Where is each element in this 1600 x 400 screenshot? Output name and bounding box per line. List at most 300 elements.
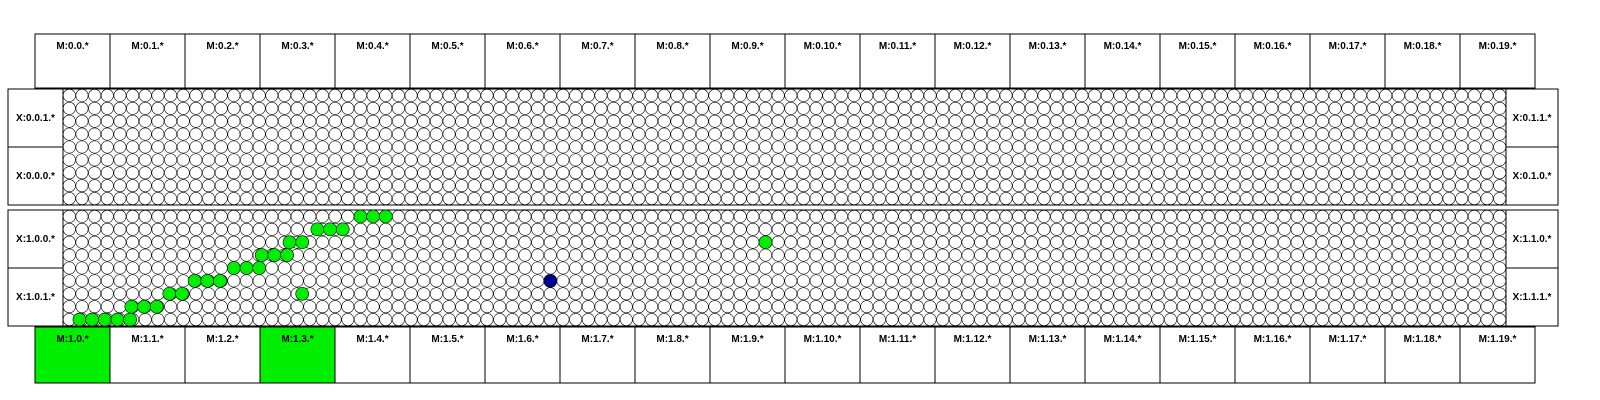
mesh-node [1164,223,1176,235]
mesh-node [785,275,797,287]
mesh-node [1177,167,1189,179]
right-port-label: X:1.1.0.* [1512,234,1552,245]
mesh-node [1088,102,1100,114]
mesh-node [101,128,113,140]
mesh-node [456,128,468,140]
mesh-node [1266,275,1278,287]
mesh-node [911,262,923,274]
mesh-node [734,262,746,274]
mesh-node [494,89,506,101]
mesh-node [1316,262,1328,274]
mesh-node [911,128,923,140]
mesh-node [1316,223,1328,235]
mesh-node [329,180,341,192]
mesh-node [380,262,392,274]
mesh-node [215,313,227,325]
mesh-node [721,192,733,204]
mesh-node [228,192,240,204]
mesh-node [418,167,430,179]
mesh-node [1164,236,1176,248]
mesh-node [266,210,278,222]
mesh-node [1443,128,1455,140]
mesh-node [899,313,911,325]
mesh-node [810,210,822,222]
mesh-node [63,301,75,313]
mesh-node [582,167,594,179]
bottom-router-cell-label: M:1.7.* [581,334,614,345]
mesh-node [240,141,252,153]
mesh-node [1088,192,1100,204]
mesh-node [607,141,619,153]
mesh-node [329,192,341,204]
mesh-node [658,236,670,248]
mesh-node [1025,210,1037,222]
mesh-node [392,249,404,261]
mesh-node [329,262,341,274]
mesh-node [519,249,531,261]
mesh-node [886,102,898,114]
mesh-node [1405,128,1417,140]
mesh-node [1101,128,1113,140]
mesh-node [1190,236,1202,248]
mesh-node [1494,288,1506,300]
mesh-node [1202,288,1214,300]
mesh-node [1430,180,1442,192]
mesh-node [430,102,442,114]
mesh-node [1380,180,1392,192]
mesh-node [1177,313,1189,325]
mesh-node [1126,192,1138,204]
mesh-node [1405,223,1417,235]
mesh-node [607,288,619,300]
mesh-node [380,89,392,101]
mesh-node [190,262,202,274]
mesh-node [1468,154,1480,166]
mesh-node [418,262,430,274]
mesh-node [848,102,860,114]
mesh-node [481,223,493,235]
mesh-node [1240,180,1252,192]
mesh-node [456,275,468,287]
mesh-node [443,288,455,300]
mesh-node [861,301,873,313]
mesh-node [658,180,670,192]
mesh-node [595,102,607,114]
mesh-node [1000,249,1012,261]
mesh-node [1126,102,1138,114]
mesh-node [734,141,746,153]
mesh-node [924,89,936,101]
mesh-node [1494,223,1506,235]
mesh-node [139,167,151,179]
mesh-node [101,102,113,114]
mesh-node [949,223,961,235]
mesh-node [975,180,987,192]
mesh-node [63,249,75,261]
mesh-node [658,102,670,114]
mesh-node [202,102,214,114]
mesh-node [1240,262,1252,274]
mesh-node [1190,313,1202,325]
mesh-node [937,262,949,274]
active-node [354,210,367,223]
mesh-node [595,89,607,101]
mesh-node [228,128,240,140]
mesh-node [1101,180,1113,192]
mesh-node [380,275,392,287]
mesh-node [1392,288,1404,300]
mesh-node [1076,141,1088,153]
mesh-node [797,249,809,261]
mesh-node [1418,128,1430,140]
mesh-node [152,275,164,287]
mesh-node [1481,249,1493,261]
mesh-node [975,128,987,140]
mesh-node [291,154,303,166]
mesh-node [1481,167,1493,179]
mesh-node [797,262,809,274]
mesh-node [835,313,847,325]
mesh-node [1354,115,1366,127]
mesh-node [1139,154,1151,166]
mesh-node [557,313,569,325]
left-port-labels [8,89,63,326]
mesh-node [1481,102,1493,114]
mesh-node [1202,192,1214,204]
mesh-node [886,249,898,261]
mesh-node [1367,223,1379,235]
mesh-node [1013,89,1025,101]
active-node [86,313,99,326]
mesh-node [1342,89,1354,101]
mesh-node [810,223,822,235]
mesh-node [468,210,480,222]
top-router-cell-label: M:0.12.* [953,41,992,52]
mesh-node [1278,210,1290,222]
mesh-node [734,249,746,261]
mesh-node [937,180,949,192]
mesh-node [607,236,619,248]
mesh-node [468,141,480,153]
left-port-label: X:0.0.1.* [16,113,55,124]
mesh-node [1126,262,1138,274]
mesh-node [1443,102,1455,114]
mesh-node [329,115,341,127]
mesh-node [1443,301,1455,313]
mesh-node [1215,210,1227,222]
mesh-node [1202,223,1214,235]
mesh-node [405,128,417,140]
mesh-node [595,313,607,325]
mesh-node [658,288,670,300]
mesh-node [1114,313,1126,325]
mesh-node [316,313,328,325]
mesh-node [1380,102,1392,114]
mesh-node [759,313,771,325]
mesh-node [544,128,556,140]
mesh-node [1126,288,1138,300]
mesh-node [63,115,75,127]
mesh-node [76,102,88,114]
mesh-node [1367,288,1379,300]
mesh-node [949,128,961,140]
active-node [124,313,137,326]
mesh-node [861,288,873,300]
mesh-node [949,115,961,127]
mesh-node [696,236,708,248]
mesh-node [1456,89,1468,101]
right-port-labels [1506,89,1558,326]
mesh-node [1494,141,1506,153]
mesh-node [342,275,354,287]
mesh-node [418,236,430,248]
mesh-node [291,275,303,287]
mesh-node [1152,223,1164,235]
mesh-node [1063,141,1075,153]
mesh-node [1025,275,1037,287]
mesh-node [139,249,151,261]
mesh-node [1329,223,1341,235]
mesh-node [1063,313,1075,325]
mesh-node [1025,89,1037,101]
mesh-node [1354,301,1366,313]
mesh-node [683,115,695,127]
mesh-node [1164,262,1176,274]
mesh-node [937,236,949,248]
mesh-node [481,262,493,274]
mesh-node [380,167,392,179]
mesh-node [949,301,961,313]
mesh-node [443,192,455,204]
mesh-node [1443,89,1455,101]
mesh-node [696,313,708,325]
mesh-node [709,301,721,313]
active-node [137,300,150,313]
mesh-node [392,192,404,204]
left-port-label: X:1.0.0.* [16,234,55,245]
mesh-node [1266,262,1278,274]
mesh-node [1481,275,1493,287]
mesh-node [835,154,847,166]
mesh-node [240,288,252,300]
mesh-node [911,141,923,153]
mesh-node [1038,275,1050,287]
mesh-node [962,262,974,274]
mesh-node [924,192,936,204]
mesh-node [772,262,784,274]
mesh-node [392,275,404,287]
mesh-node [1430,249,1442,261]
mesh-node [1038,141,1050,153]
mesh-node [494,223,506,235]
mesh-node [861,89,873,101]
mesh-node [430,223,442,235]
mesh-node [392,154,404,166]
mesh-node [544,262,556,274]
mesh-node [873,249,885,261]
mesh-node [899,115,911,127]
mesh-node [1139,301,1151,313]
mesh-node [620,192,632,204]
mesh-node [89,301,101,313]
mesh-node [911,313,923,325]
mesh-node [1430,223,1442,235]
mesh-node [658,167,670,179]
mesh-node [1202,154,1214,166]
mesh-node [506,89,518,101]
mesh-node [443,102,455,114]
mesh-node [380,180,392,192]
mesh-node [975,89,987,101]
mesh-node [785,210,797,222]
mesh-node [721,249,733,261]
mesh-node [63,192,75,204]
mesh-node [582,89,594,101]
mesh-node [1456,128,1468,140]
mesh-node [1228,275,1240,287]
mesh-node [645,249,657,261]
mesh-node [861,180,873,192]
mesh-node [848,210,860,222]
mesh-node [1456,249,1468,261]
mesh-node [734,236,746,248]
mesh-node [1190,192,1202,204]
mesh-node [1215,313,1227,325]
mesh-node [304,115,316,127]
mesh-node [114,249,126,261]
mesh-node [430,115,442,127]
mesh-node [1051,180,1063,192]
mesh-node [1139,128,1151,140]
mesh-node [810,180,822,192]
mesh-node [1291,249,1303,261]
bottom-router-cell-label: M:1.4.* [356,334,389,345]
mesh-node [1025,236,1037,248]
mesh-node [1430,301,1442,313]
mesh-node [63,236,75,248]
mesh-node [595,115,607,127]
mesh-node [240,236,252,248]
mesh-node [1063,249,1075,261]
mesh-node [924,115,936,127]
mesh-node [139,89,151,101]
mesh-node [1392,262,1404,274]
mesh-node [835,180,847,192]
mesh-node [1126,128,1138,140]
mesh-node [1000,192,1012,204]
active-node [188,274,201,287]
mesh-node [861,102,873,114]
mesh-node [899,301,911,313]
mesh-node [620,223,632,235]
mesh-node [190,89,202,101]
mesh-node [709,223,721,235]
mesh-node [89,154,101,166]
mesh-node [494,141,506,153]
mesh-node [215,89,227,101]
mesh-node [1342,128,1354,140]
mesh-node [266,223,278,235]
mesh-node [316,249,328,261]
mesh-node [975,192,987,204]
mesh-node [1215,102,1227,114]
mesh-node [1304,223,1316,235]
mesh-node [164,313,176,325]
mesh-node [1278,313,1290,325]
mesh-node [861,128,873,140]
mesh-node [228,275,240,287]
mesh-node [557,180,569,192]
mesh-node [1000,313,1012,325]
mesh-node [595,192,607,204]
mesh-node [899,167,911,179]
mesh-node [202,128,214,140]
mesh-node [848,313,860,325]
mesh-node [709,102,721,114]
mesh-node [278,192,290,204]
mesh-node [1240,210,1252,222]
mesh-node [367,288,379,300]
mesh-node [228,223,240,235]
mesh-node [747,154,759,166]
mesh-node [823,301,835,313]
mesh-node [987,167,999,179]
mesh-node [126,102,138,114]
mesh-node [683,154,695,166]
mesh-node [962,288,974,300]
mesh-node [202,180,214,192]
mesh-node [1316,141,1328,153]
mesh-node [1316,249,1328,261]
mesh-node [519,236,531,248]
mesh-node [329,301,341,313]
mesh-node [1494,128,1506,140]
mesh-node [329,236,341,248]
mesh-node [354,154,366,166]
mesh-node [1114,167,1126,179]
mesh-node [975,102,987,114]
mesh-node [1278,192,1290,204]
mesh-node [1114,262,1126,274]
bottom-router-cell-label: M:1.14.* [1103,334,1142,345]
mesh-node [1380,223,1392,235]
mesh-node [835,89,847,101]
mesh-node [861,141,873,153]
mesh-node [1392,249,1404,261]
mesh-node [544,180,556,192]
mesh-node [1481,192,1493,204]
mesh-node [1278,236,1290,248]
mesh-node [494,210,506,222]
mesh-node [1329,192,1341,204]
mesh-node [1000,102,1012,114]
mesh-node [481,102,493,114]
mesh-node [164,192,176,204]
mesh-node [506,141,518,153]
mesh-node [962,249,974,261]
mesh-node [1228,249,1240,261]
mesh-node [620,288,632,300]
mesh-node [405,192,417,204]
mesh-node [924,249,936,261]
mesh-node [228,141,240,153]
mesh-node [1139,102,1151,114]
mesh-node [645,192,657,204]
mesh-node [1215,167,1227,179]
mesh-node [595,154,607,166]
mesh-node [266,141,278,153]
mesh-node [785,89,797,101]
